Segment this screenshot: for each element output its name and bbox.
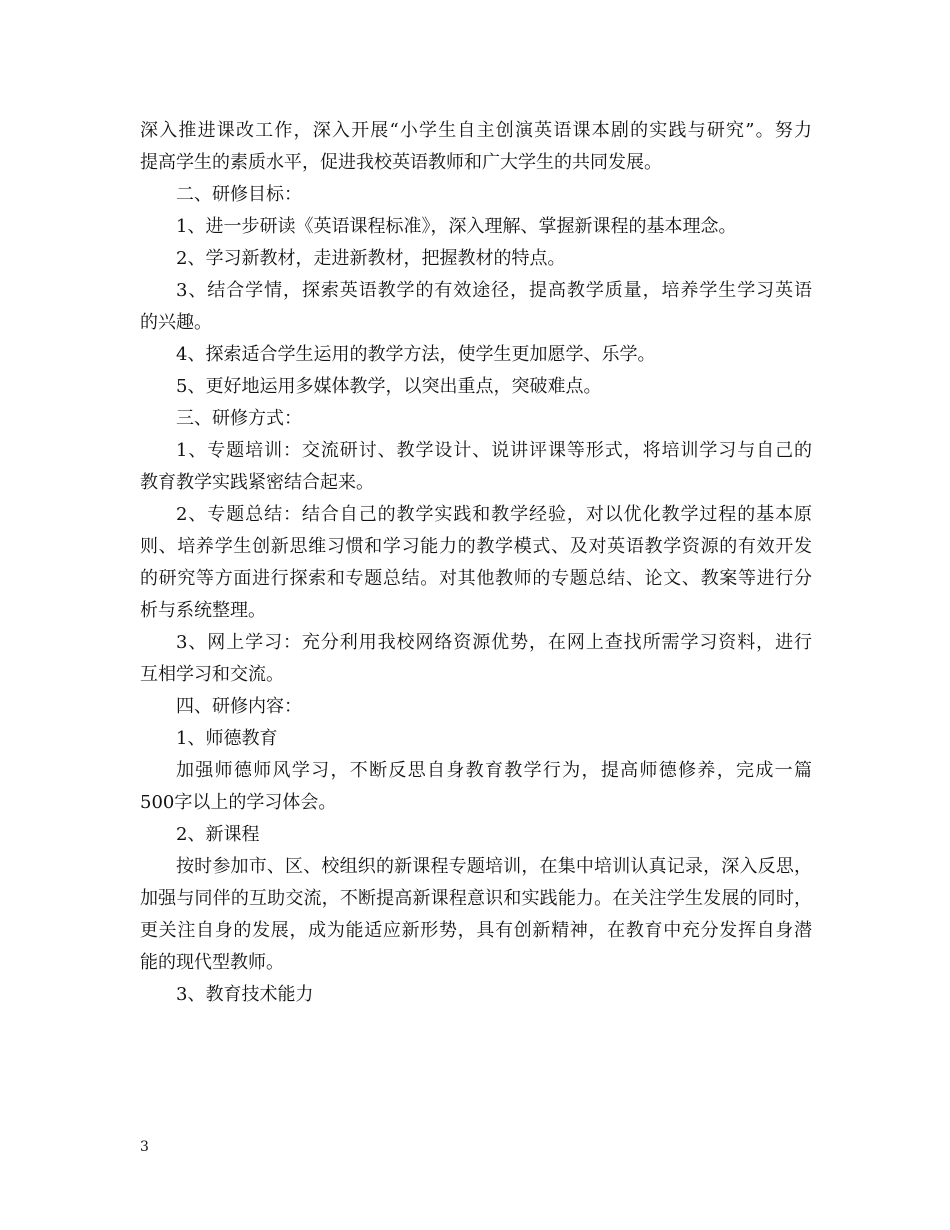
text-line: 则、培养学生创新思维习惯和学习能力的教学模式、及对英语教学资源的有效开发 xyxy=(140,536,812,557)
list-item: 4、探索适合学生运用的教学方法，使学生更加愿学、乐学。 xyxy=(176,344,656,365)
text-line: 更关注自身的发展，成为能适应新形势，具有创新精神，在教育中充分发挥自身潜 xyxy=(140,920,812,941)
page-number: 3 xyxy=(140,1139,149,1155)
text-line: 互相学习和交流。 xyxy=(140,664,284,685)
text-line: 能的现代型教师。 xyxy=(140,952,284,973)
text-line: 析与系统整理。 xyxy=(140,600,266,621)
text-line: 深入推进课改工作，深入开展“小学生自主创演英语课本剧的实践与研究”。努力 xyxy=(140,120,812,141)
text-line: 的兴趣。 xyxy=(140,312,212,333)
text-line: 500字以上的学习体会。 xyxy=(140,792,337,813)
list-item: 1、进一步研读《英语课程标准》，深入理解、掌握新课程的基本理念。 xyxy=(176,216,737,237)
text-line: 教育教学实践紧密结合起来。 xyxy=(140,472,374,493)
text-line: 加强师德师风学习，不断反思自身教育教学行为，提高师德修养，完成一篇 xyxy=(176,760,812,781)
list-item: 3、网上学习：充分利用我校网络资源优势，在网上查找所需学习资料，进行 xyxy=(176,632,812,653)
section-heading: 三、研修方式： xyxy=(176,408,302,429)
text-line: 按时参加市、区、校组织的新课程专题培训，在集中培训认真记录，深入反思， xyxy=(176,856,812,877)
list-item: 2、专题总结：结合自己的教学实践和教学经验，对以优化教学过程的基本原 xyxy=(176,504,812,525)
text-line: 加强与同伴的互助交流，不断提高新课程意识和实践能力。在关注学生发展的同时， xyxy=(140,888,812,909)
section-heading: 二、研修目标： xyxy=(176,184,302,205)
list-item: 5、更好地运用多媒体教学，以突出重点，突破难点。 xyxy=(176,376,602,397)
document-body xyxy=(140,115,812,1011)
subsection-heading: 3、教育技术能力 xyxy=(176,984,314,1005)
text-line: 的研究等方面进行探索和专题总结。对其他教师的专题总结、论文、教案等进行分 xyxy=(140,568,812,589)
list-item: 3、结合学情，探索英语教学的有效途径，提高教学质量，培养学生学习英语 xyxy=(176,280,812,301)
list-item: 1、专题培训：交流研讨、教学设计、说讲评课等形式，将培训学习与自己的 xyxy=(176,440,812,461)
section-heading: 四、研修内容： xyxy=(176,696,302,717)
subsection-heading: 2、新课程 xyxy=(176,824,260,845)
list-item: 2、学习新教材，走进新教材，把握教材的特点。 xyxy=(176,248,566,269)
text-line: 提高学生的素质水平，促进我校英语教师和广大学生的共同发展。 xyxy=(140,152,662,173)
subsection-heading: 1、师德教育 xyxy=(176,728,278,749)
